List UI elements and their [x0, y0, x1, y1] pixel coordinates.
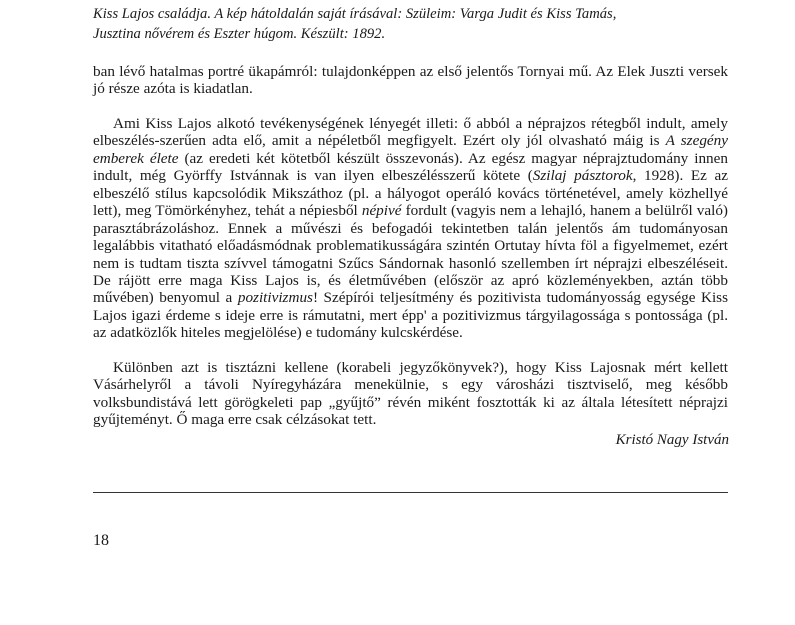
book-title-szilaj-pasztorok: Szilaj pásztorok: [532, 167, 633, 185]
page-number: 18: [93, 532, 109, 549]
emphasis-nepive: népivé: [361, 202, 402, 220]
paragraph-2-part-g: fordult (vagyis nem a lehajló, hanem a belülről való) parasztábrázoláshoz. Ennek a művészi és befogadói tekintetben talán jelentős ám tudományosan legalábbis vitatható előadásmódnak problematikusságára szintén Ortutay hívta föl a figyelmemet, ezért nem is tudtam tiszta szívvel támogatni Szűcs Sándornak hasonló szellemben írt néprajzi elbeszéléseit. De rájött erre maga Kiss Lajos is, és életművében (először az apró közleményekben, aztán több művében) benyomul a: [93, 202, 728, 307]
paragraph-2-part-e: , 1928). Ez az elbeszélő stílus kapcsolódik Mikszáthoz (pl. a hályogot operáló kovács történetével, amely közhellyé lett), meg Tömörkényhez, tehát a népiesből: [93, 167, 728, 220]
book-title-szegeny-emberek: A szegény emberek élete: [93, 132, 729, 167]
emphasis-pozitivizmus: pozitivizmus: [237, 289, 313, 307]
paragraph-2-part-a: Ami Kiss Lajos alkotó tevékenységének lényegét illeti: ő abból a néprajzos rétegből indult, amely elbeszélés-szerűen adta elő, amit a népéletből megfigyelt. Ezért oly jól olvasható máig is: [93, 114, 728, 150]
caption-line-2: Jusztina nővérem és Eszter húgom. Készült: 1892.: [93, 26, 386, 42]
article-body: [93, 63, 728, 429]
caption-line-1: Kiss Lajos családja. A kép hátoldalán saját írásával: Szüleim: Varga Judit és Kiss Tamás,: [93, 6, 617, 22]
paragraph-2-part-c: (az eredeti két kötetből készült összevonás). Az egész magyar néprajztudomány innen indult, még Györffy Istvánnak is van ilyen elbeszélésszerű kötete (: [93, 149, 728, 185]
paragraph-2-part-i: ! Szépírói teljesítmény és pozitivista tudományosság egysége Kiss Lajos igazi érdeme s ideje erre is rámutatni, mert épp' a pozitivizmus tárgyilagossága s pontossága (pl. az adatközlők hiteles megjelölése) e tudomány kulcskérdése.: [93, 289, 728, 342]
author-signature: Kristó Nagy István: [615, 432, 729, 448]
paragraph-1: ban lévő hatalmas portré ükapámról: tulajdonképpen az első jelentős Tornyai mű. Az Elek Juszti versek jó része azóta is kiadatlan.: [93, 63, 728, 98]
photo-caption: [93, 4, 733, 44]
paragraph-3: Különben azt is tisztázni kellene (korabeli jegyzőkönyvek?), hogy Kiss Lajosnak mért kellett Vásárhelyről a távoli Nyíregyházára menekülnie, s egy városházi tisztviselő, meg később volksbundistává lett görögkeleti pap „gyűjtő” révén miként fosztották ki az általa létesített néprajzi gyűjteményt. Ő maga erre csak célzásokat tett.: [93, 358, 728, 429]
footer-divider: [93, 492, 728, 493]
paragraph-2: [93, 115, 728, 342]
